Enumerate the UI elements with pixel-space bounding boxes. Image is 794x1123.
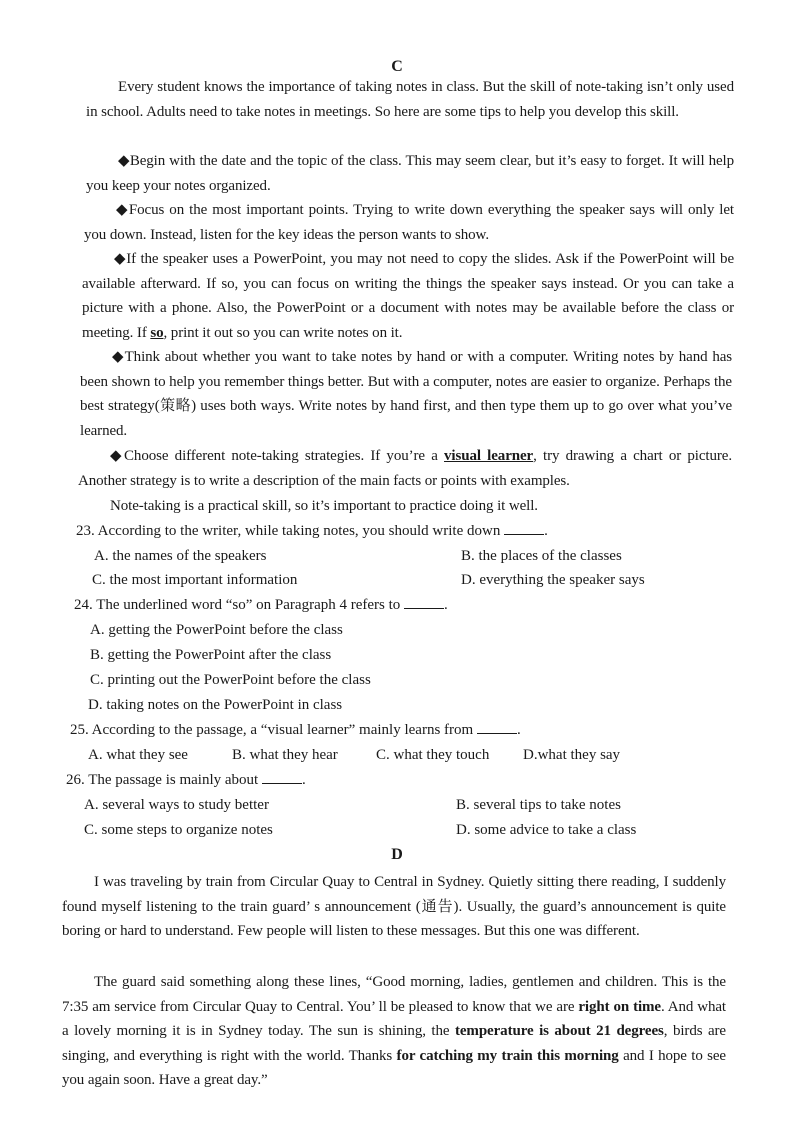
q24-option-a: A. getting the PowerPoint before the class	[90, 622, 343, 638]
question-24	[74, 593, 448, 617]
bullet-icon: ◆	[112, 349, 125, 365]
tip-2	[84, 198, 734, 247]
q24-option-c: C. printing out the PowerPoint before the class	[90, 672, 371, 688]
question-26-stem: 26. The passage is mainly about	[66, 772, 259, 788]
question-23-stem: 23. According to the writer, while taking notes, you should write down	[76, 523, 501, 539]
section-c-intro: Every student knows the importance of taking notes in class. But the skill of note-taking isn’t only used in school. Adults need to take notes in meetings. So here are some tips to help you develop this skill.	[86, 79, 734, 120]
section-d-paragraph-2	[62, 970, 726, 1093]
answer-blank	[477, 719, 517, 734]
q23-option-c: C. the most important information	[92, 572, 298, 588]
tip-2-text: Focus on the most important points. Trying to write down everything the speaker says will only let you down. Instead, listen for the key ideas the person wants to show.	[84, 202, 735, 243]
question-24-stem: 24. The underlined word “so” on Paragraph 4 refers to	[74, 597, 401, 613]
tip-1-text: Begin with the date and the topic of the class. This may seem clear, but it’s easy to forget. It will help you keep your notes organized.	[86, 153, 735, 194]
p2-text-c: . And what a lovely morning it is in Sydney today. The sun is shining, the	[62, 998, 726, 1040]
question-23-end: .	[544, 523, 548, 539]
q24-option-b: B. getting the PowerPoint after the class	[90, 647, 332, 663]
q23-option-a: A. the names of the speakers	[94, 548, 267, 564]
tip-3-text-a: If the speaker uses a PowerPoint, you may not need to copy the slides. Ask if the PowerPoint will be available afterward. If so, you can focus on writing the things the speaker says instead. Or you can take a picture with a phone. Also, the PowerPoint or a document with notes may be available before the class or meeting. If	[82, 251, 735, 341]
question-25-end: .	[516, 722, 521, 738]
q26-option-c: C. some steps to organize notes	[84, 822, 273, 838]
question-26-end: .	[301, 772, 306, 788]
bullet-icon: ◆	[116, 202, 129, 218]
tip-5	[78, 444, 732, 493]
tip-3-text-b: , print it out so you can write notes on it.	[163, 324, 403, 341]
answer-blank	[404, 594, 444, 609]
question-23	[76, 519, 548, 543]
p2-bold-catching: for catching my train this morning	[396, 1047, 619, 1064]
answer-blank	[504, 520, 544, 535]
p2-text-a: The guard said something along these lines, “Good morning, ladies, gentlemen and children. This is the 7:35 am service from Circular Quay to Central. You’ ll be pleased to know that we are	[62, 974, 726, 1015]
q25-option-c: C. what they touch	[376, 747, 490, 763]
tip-4-text: Think about whether you want to take notes by hand or with a computer. Writing notes by hand has been shown to help you remember things better. But with a computer, notes are easier to organize. Perhaps the best strategy(策略) uses both ways. Write notes by hand first, and then type them up to go over what you’ve learned.	[80, 349, 733, 439]
q26-option-d: D. some advice to take a class	[456, 822, 637, 838]
p2-bold-temperature: temperature is about 21 degrees	[454, 1023, 664, 1040]
tip-5-text-b: , try drawing a chart or picture. Another strategy is to write a description of the main facts or points with examples.	[78, 448, 732, 489]
q23-option-b: B. the places of the classes	[461, 548, 622, 564]
q25-option-b: B. what they hear	[232, 747, 338, 763]
q26-option-a: A. several ways to study better	[84, 797, 269, 813]
bullet-icon: ◆	[114, 251, 127, 267]
section-d-paragraph-1: I was traveling by train from Circular Quay to Central in Sydney. Quietly sitting there reading, I suddenly found myself listening to the train guard’ s announcement (通告). Usually, the guard’s announcement is quite boring or hard to understand. Few people will listen to these messages. But this one was different.	[62, 874, 726, 940]
p2-text-g: and I hope to see you again soon. Have a great day.”	[62, 1047, 726, 1089]
section-c-heading: C	[391, 58, 403, 75]
tip-5-text-a: Choose different note-taking strategies. If you’re a	[124, 448, 445, 464]
p2-bold-on-time: right on time	[578, 998, 661, 1015]
question-25-stem: 25. According to the passage, a “visual learner” mainly learns from	[70, 722, 474, 738]
tip-3	[82, 247, 734, 345]
tip-4	[80, 345, 732, 443]
underlined-word-so: so	[150, 324, 164, 341]
q23-option-d: D. everything the speaker says	[461, 572, 645, 588]
q25-option-d: D.what they say	[523, 747, 621, 763]
q24-option-d: D. taking notes on the PowerPoint in class	[88, 697, 343, 713]
q25-option-a: A. what they see	[88, 747, 188, 763]
underlined-visual-learner: visual learner	[444, 448, 534, 464]
section-c-closing: Note-taking is a practical skill, so it’s important to practice doing it well.	[110, 498, 538, 514]
bullet-icon: ◆	[110, 448, 125, 464]
p2-text-e: , birds are singing, and everything is right with the world. Thanks	[62, 1023, 726, 1064]
q26-option-b: B. several tips to take notes	[456, 797, 621, 813]
question-25	[70, 718, 521, 742]
question-24-end: .	[444, 597, 448, 613]
section-d-heading: D	[391, 846, 403, 863]
question-26	[66, 768, 306, 792]
tip-1	[86, 149, 734, 198]
bullet-icon: ◆	[118, 153, 130, 169]
answer-blank	[262, 769, 302, 784]
